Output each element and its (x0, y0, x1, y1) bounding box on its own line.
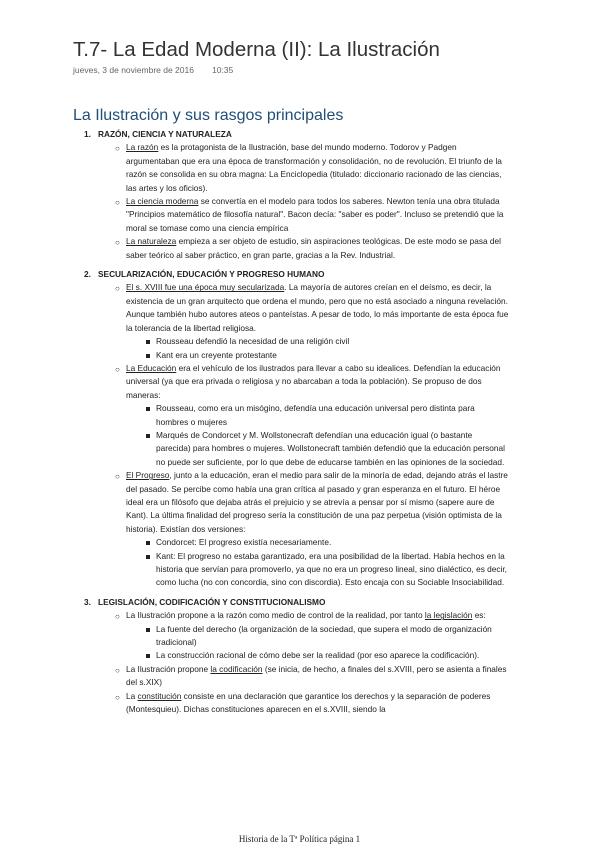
item-keyword: El Progreso (126, 470, 170, 481)
list-item (0, 609, 599, 622)
sub-item-text: Kant era un creyente protestante (156, 349, 277, 360)
item-keyword: la legislación (424, 610, 473, 621)
item-keyword: La Educación (126, 362, 177, 373)
item-text-pre: La Ilustración propone a la razón como medio de control de la realidad, por tanto (126, 610, 425, 621)
hollow-bullet-icon: ○ (115, 144, 120, 154)
section-number: 2. (84, 269, 91, 280)
item-keyword: La razón (126, 142, 159, 153)
section-number: 1. (84, 129, 91, 139)
hollow-bullet-icon: ○ (115, 612, 120, 622)
section-title-row (0, 128, 599, 141)
item-text: era el vehículo de los ilustrados para llevar a cabo su idealices. Defendían la educación universal (ya que era privada o religiosa y no abarcaban a toda la población). Se propuso de dos maneras: (126, 362, 501, 400)
section-title: RAZÓN, CIENCIA Y NATURALEZA (98, 129, 232, 139)
item-text-pre: La Ilustración propone (126, 663, 211, 674)
item-text: es: (472, 610, 486, 621)
item-text-pre: La (126, 690, 138, 701)
hollow-bullet-icon: ○ (115, 198, 120, 208)
note-meta (73, 65, 233, 75)
sub-list-item (0, 550, 599, 590)
square-bullet-icon (146, 340, 150, 344)
section-title-row (0, 268, 599, 281)
item-keyword: La ciencia moderna (126, 196, 199, 207)
section-heading: La Ilustración y sus rasgos principales (73, 107, 344, 124)
list-item (0, 663, 599, 690)
sub-item-text: Condorcet: El progreso existía necesariamente. (156, 537, 332, 548)
item-keyword: El s. XVIII fue una época muy secularizada (126, 282, 285, 293)
item-text: (se inicia, de hecho, a finales del s.XVIII, pero se asienta a finales del s.XIX) (126, 663, 507, 688)
item-text: consiste en una declaración que garantice los derechos y la separación de poderes (Montesquieu). Dichas constituciones aparecen en el s.XVIII, siendo la (126, 690, 491, 715)
page-footer: Historia de la Tª Política página 1 (238, 834, 361, 844)
sub-item-text: Kant: El progreso no estaba garantizado, era una posibilidad de la libertad. Había hechos en la historia que servían para promoverlo, ya que no era un progreso lineal, sino dialéctico, es decir, como lucha (no con concordia, sino con discordia). Esto encaja con su Sociable Insociabilidad. (156, 550, 507, 588)
hollow-bullet-icon: ○ (115, 692, 120, 702)
sub-list-item (0, 335, 599, 348)
item-text: , junto a la educación, eran el medio para salir de la minoría de edad, dejando atrás el lastre del pasado. Se percibe como había una gran crítica al pasado y gran esperanza en el futuro. El héroe ideal era un filósofo que dejaba atrás el prejuicio y se atrevía a pensar por sí mismo (sapere aure de Kant). La última finalidad del progreso sería la constitución de una paz perpetua (visión optimista de la historia). Existían dos versiones: (126, 470, 508, 534)
sub-item-text: Rousseau defendió la necesidad de una religión civil (156, 336, 350, 347)
sub-item-text: Rousseau, como era un misógino, defendía una educación universal pero distinta para hombres o mujeres (156, 403, 475, 427)
outline-section (0, 128, 599, 262)
item-keyword: constitución (137, 690, 182, 701)
list-item (0, 362, 599, 402)
section-title-row (0, 596, 599, 609)
list-item (0, 195, 599, 235)
sub-item-text: La construcción racional de cómo debe ser la realidad (por eso aparece la codificación). (156, 650, 480, 661)
note-content (0, 128, 599, 722)
sub-item-text: La fuente del derecho (la organización de la sociedad, que supera el modo de organización tradicional) (156, 623, 492, 648)
item-text: empieza a ser objeto de estudio, sin aspiraciones teológicas. De este modo se pasa del saber teórico al saber práctico, en gran parte, gracias a la Rev. Industrial. (126, 236, 501, 260)
hollow-bullet-icon: ○ (115, 364, 120, 374)
list-item (0, 469, 599, 536)
square-bullet-icon (146, 354, 150, 358)
hollow-bullet-icon: ○ (115, 665, 120, 675)
page-title: T.7- La Edad Moderna (II): La Ilustración (73, 38, 440, 61)
hollow-bullet-icon: ○ (115, 238, 120, 248)
sub-list-item (0, 536, 599, 549)
list-item (0, 141, 599, 195)
item-text: . La mayoría de autores creían en el deísmo, es decir, la existencia de un gran arquitecto que ordena el mundo, pero que no está asociado a ninguna revelación. Aunque también hubo autores ateos o panteístas. A pesar de todo, lo más importante de esta época fue la tolerancia de la libertad religiosa. (126, 282, 509, 333)
item-text: se convertía en el modelo para todos los saberes. Newton tenía una obra titulada "Principios matemático de filosofía natural". Bacon decía: "saber es poder". Incluso se pretendió que la moral se tomase como una ciencia empírica (126, 196, 504, 233)
sub-list-item (0, 402, 599, 429)
list-item (0, 281, 599, 335)
note-time: 10:35 (211, 65, 234, 75)
square-bullet-icon (146, 407, 150, 411)
square-bullet-icon (146, 541, 150, 545)
square-bullet-icon (146, 654, 150, 658)
sub-list-item (0, 649, 599, 662)
section-title: SECULARIZACIÓN, EDUCACIÓN Y PROGRESO HUMANO (98, 269, 325, 280)
item-text: es la protagonista de la Ilustración, base del mundo moderno. Todorov y Padgen argumentaban que era una época de transformación y consolidación, no de revolución. El triunfo de la razón se consolida en su obra magna: La Enciclopedia (titulado: diccionario racionado de las ciencias, las artes y los oficios). (126, 142, 502, 193)
section-number: 3. (84, 596, 91, 607)
hollow-bullet-icon: ○ (115, 284, 120, 294)
note-date: jueves, 3 de noviembre de 2016 (73, 65, 194, 75)
item-keyword: La naturaleza (126, 236, 177, 247)
outline-section (0, 596, 599, 717)
sub-list-item (0, 349, 599, 362)
square-bullet-icon (146, 628, 150, 632)
square-bullet-icon (146, 555, 150, 559)
sub-list-item (0, 623, 599, 650)
list-item (0, 235, 599, 262)
list-item (0, 690, 599, 717)
sub-item-text: Marqués de Condorcet y M. Wollstonecraft defendían una educación igual (o bastante parecida) para hombres o mujeres. Wollstonecraft también defendió que la educación personal no puede ser suficiente, por lo que debe de educarse también en las opiniones de la sociedad. (156, 429, 505, 467)
sub-list-item (0, 429, 599, 469)
section-title: LEGISLACIÓN, CODIFICACIÓN Y CONSTITUCIONALISMO (98, 596, 326, 607)
hollow-bullet-icon: ○ (115, 472, 120, 482)
outline-section (0, 268, 599, 590)
square-bullet-icon (146, 434, 150, 438)
item-keyword: la codificación (210, 663, 263, 674)
